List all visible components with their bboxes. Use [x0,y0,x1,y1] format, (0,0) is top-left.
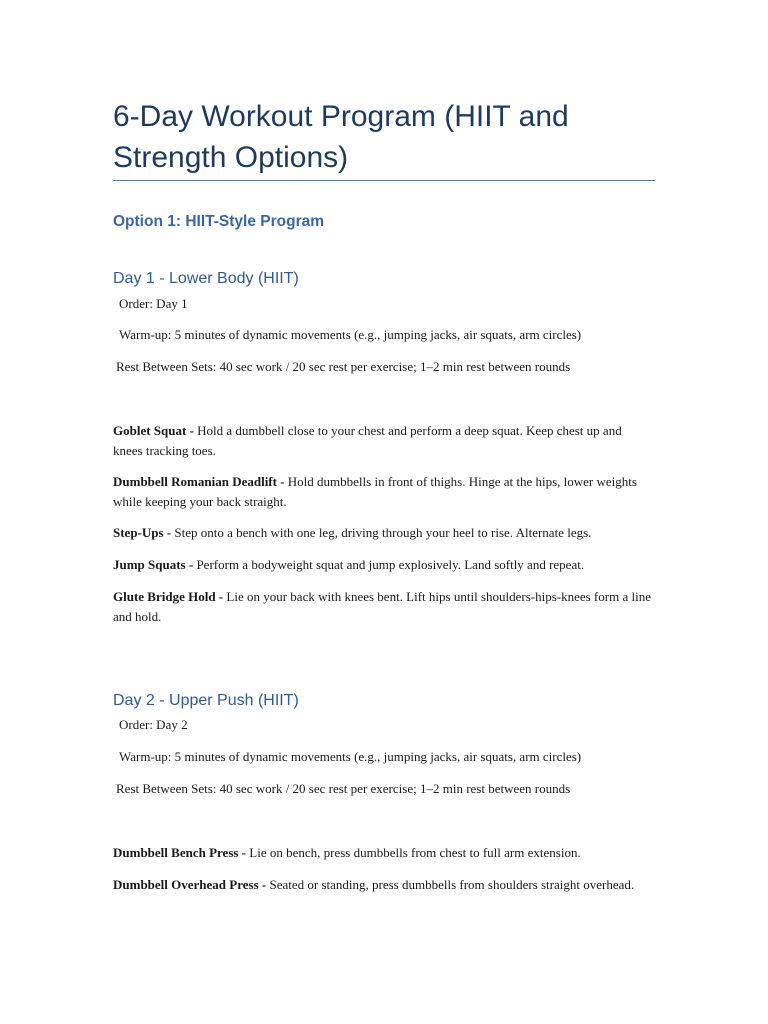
exercise-description: Seated or standing, press dumbbells from shoulders straight overhead. [266,877,635,892]
document-title: 6-Day Workout Program (HIIT and Strength Options) [113,100,569,174]
exercise-name: Dumbbell Romanian Deadlift - [113,474,285,489]
option-heading: Option 1: HIIT-Style Program [113,213,324,230]
day-1-rest: Rest Between Sets: 40 sec work / 20 sec rest per exercise; 1–2 min rest between rounds [116,359,571,374]
day-2-rest: Rest Between Sets: 40 sec work / 20 sec rest per exercise; 1–2 min rest between rounds [116,781,571,796]
exercise-name: Goblet Squat - [113,423,194,438]
exercise-item [113,843,653,863]
day-1-order: Order: Day 1 [119,296,188,311]
day-2-warmup: Warm-up: 5 minutes of dynamic movements (e.g., jumping jacks, air squats, arm circles) [119,749,582,764]
exercise-item [113,421,653,461]
exercise-description: Perform a bodyweight squat and jump explosively. Land softly and repeat. [193,557,585,572]
exercise-name: Step-Ups - [113,525,172,540]
exercise-description: Hold dumbbells in front of thighs. Hinge at the hips, lower weights while keeping your back straight. [113,474,637,509]
exercise-item [113,472,653,512]
exercise-description: Lie on bench, press dumbbells from chest to full arm extension. [246,845,581,860]
exercise-item [113,875,653,895]
exercise-item [113,587,653,627]
exercise-name: Jump Squats - [113,557,194,572]
day-2-heading: Day 2 - Upper Push (HIIT) [113,692,299,709]
day-2-order: Order: Day 2 [119,717,188,732]
day-1-heading: Day 1 - Lower Body (HIIT) [113,270,299,287]
exercise-description: Step onto a bench with one leg, driving through your heel to rise. Alternate legs. [171,525,592,540]
title-underline [113,180,655,181]
exercise-name: Dumbbell Overhead Press - [113,877,267,892]
exercise-description: Lie on your back with knees bent. Lift hips until shoulders-hips-knees form a line and hold. [113,589,651,624]
exercise-description: Hold a dumbbell close to your chest and perform a deep squat. Keep chest up and knees tracking toes. [113,423,622,458]
exercise-item [113,555,653,575]
exercise-name: Dumbbell Bench Press - [113,845,247,860]
day-1-warmup: Warm-up: 5 minutes of dynamic movements (e.g., jumping jacks, air squats, arm circles) [119,327,582,342]
exercise-item [113,523,653,543]
exercise-name: Glute Bridge Hold - [113,589,224,604]
